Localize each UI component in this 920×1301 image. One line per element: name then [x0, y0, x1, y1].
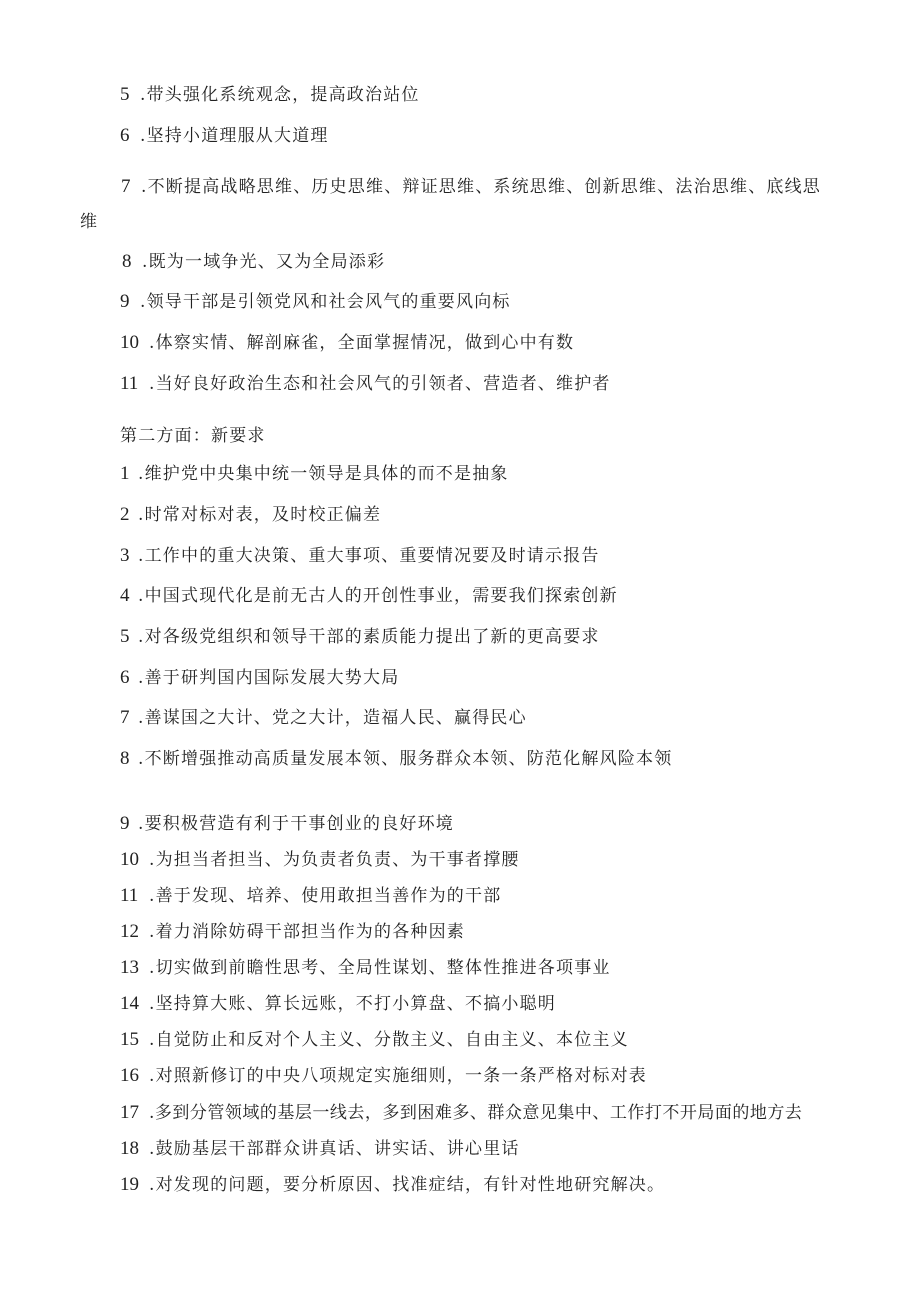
item-number: 3	[120, 545, 130, 566]
item-text: .领导干部是引领党风和社会风气的重要风向标	[140, 292, 511, 312]
item-number: 6	[120, 667, 130, 688]
item-text: .不断增强推动高质量发展本领、服务群众本领、防范化解风险本领	[138, 749, 673, 769]
item-number: 10	[120, 849, 139, 870]
item-text: .维护党中央集中统一领导是具体的而不是抽象	[138, 464, 509, 484]
item-number: 5	[120, 84, 130, 105]
item-text: .不断提高战略思维、历史思维、辩证思维、系统思维、创新思维、法治思维、底线思	[141, 177, 822, 197]
item-text: .中国式现代化是前无古人的开创性事业，需要我们探索创新	[138, 586, 618, 606]
item-text: .为担当者担当、为负责者负责、为干事者撑腰	[149, 850, 520, 870]
item-number: 7	[121, 176, 131, 197]
item-text: .带头强化系统观念，提高政治站位	[140, 85, 420, 105]
item-text: .坚持小道理服从大道理	[140, 126, 329, 146]
item-text: .坚持算大账、算长远账，不打小算盘、不搞小聪明	[149, 994, 557, 1014]
item-text: .对发现的问题，要分析原因、找准症结，有针对性地研究解决。	[149, 1175, 666, 1195]
item-text: .着力消除妨碍干部担当作为的各种因素	[149, 922, 466, 942]
item-number: 17	[120, 1102, 139, 1123]
item-text: .善谋国之大计、党之大计，造福人民、赢得民心	[138, 708, 527, 728]
item-text: .善于发现、培养、使用敢担当善作为的干部	[149, 886, 502, 906]
item-number: 9	[120, 813, 130, 834]
item-number: 1	[120, 463, 130, 484]
item-number: 8	[122, 251, 132, 272]
item-number: 19	[120, 1174, 139, 1195]
item-number: 7	[120, 707, 130, 728]
section-title: 第二方面：新要求	[120, 426, 266, 446]
item-number: 5	[120, 626, 130, 647]
item-text: .体察实情、解剖麻雀，全面掌握情况，做到心中有数	[149, 333, 575, 353]
item-text: .鼓励基层干部群众讲真话、讲实话、讲心里话	[149, 1139, 520, 1159]
item-number: 6	[120, 125, 130, 146]
item-number: 9	[120, 291, 130, 312]
item-text: .善于研判国内国际发展大势大局	[138, 668, 400, 688]
item-text: .多到分管领域的基层一线去，多到困难多、群众意见集中、工作打不开局面的地方去	[149, 1103, 803, 1123]
item-number: 11	[120, 373, 139, 394]
item-number: 13	[120, 957, 139, 978]
item-number: 11	[120, 885, 139, 906]
item-text: .对各级党组织和领导干部的素质能力提出了新的更高要求	[138, 627, 600, 647]
item-number: 2	[120, 504, 130, 525]
item-text: .要积极营造有利于干事创业的良好环境	[138, 814, 455, 834]
item-text: .对照新修订的中央八项规定实施细则，一条一条严格对标对表	[149, 1066, 648, 1086]
item-number: 8	[120, 748, 130, 769]
item-number: 12	[120, 921, 139, 942]
item-number: 15	[120, 1029, 139, 1050]
item-text: .当好良好政治生态和社会风气的引领者、营造者、维护者	[149, 374, 611, 394]
item-number: 4	[120, 585, 130, 606]
item-text: .既为一域争光、又为全局添彩	[142, 252, 386, 272]
item-number: 14	[120, 993, 139, 1014]
item-number: 10	[120, 332, 139, 353]
item-text: .自觉防止和反对个人主义、分散主义、自由主义、本位主义	[149, 1030, 629, 1050]
item-number: 16	[120, 1065, 139, 1086]
item-text: .工作中的重大决策、重大事项、重要情况要及时请示报告	[138, 546, 600, 566]
item-text: .切实做到前瞻性思考、全局性谋划、整体性推进各项事业	[149, 958, 611, 978]
item-text-continuation: 维	[80, 212, 99, 232]
item-text: .时常对标对表，及时校正偏差	[138, 505, 382, 525]
item-number: 18	[120, 1138, 139, 1159]
